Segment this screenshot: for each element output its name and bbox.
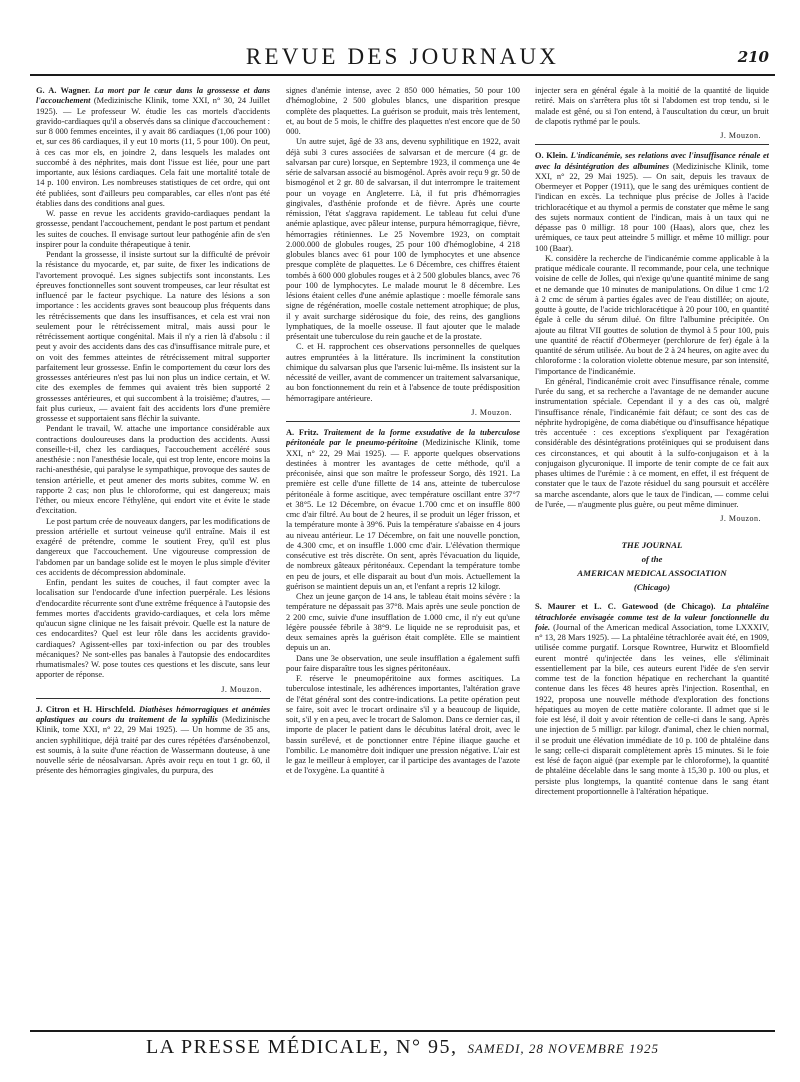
article-title: La phtaléine tétrachlorée envisagée comme test de la valeur fonctionnelle du foie. [535, 602, 769, 632]
journal-heading [535, 538, 769, 594]
column-1 [36, 86, 270, 1026]
article-reference: (Journal of the American medical Association, tome LXXXIV, n° 13, 28 Mars 1925). — [535, 622, 769, 642]
paragraph: Le professeur W. étudie les cas mortels d'accidents gravido-cardiaques qu'il a observés dans sa clinique d'accouchement : sur 8 000 femmes enceintes, il y avait 86 cardiaques (1,06 pour 100) et, sur ces 86 cardiaques, il y eut 10 morts (11, 5 pour 100). On peut, à ces cas mor els, en joindre 2, dans lesquels les malades ont succombé à des néphrites, mais dont l'issue est liée, pour une part importante, aux lésions cardiaques. Cela fait une mortalité totale de 14 p. 100 environ. Les nombreuses statistiques de cet ordre, qui ont été publiées, sont d'ailleurs peu comparables, car elles n'ont pas été établies dans des conditions anal gues. [36, 106, 270, 208]
paragraph: F. réserve le pneumopéritoine aux formes ascitiques. La tuberculose intestinale, les adhérences importantes, l'altération grave de l'état général sont des contre-indications. La petite opération peut se faire, soit avec le trocart ordinaire s'il y a beaucoup de liquide, soit, s'il y en a peu, avec le trocart de Salomon. Dans ce dernier cas, il importe de placer le patient dans le décubitus latéral droit, avec le bassin surélevé, et de ponctionner entre l'épine iliaque gauche et l'ombilic. Le manomètre doit indiquer une pression négative. L'air est le gaz le meilleur à employer, car il participe des avantages de l'azote et de l'oxygène. La quantité à [286, 674, 520, 776]
paragraph: Chez un jeune garçon de 14 ans, le tableau était moins sévère : la température ne dépassait pas 37°8. Mais après une seule ponction de 2 200 cmc, suivie d'une insufflation de 1.000 cmc, il n'y eut qu'une légère poussée fébrile à 38°9. Le liquide ne se reproduisit pas, et deux semaines après la guérison était complète. Elle se maintient depuis un an. [286, 592, 520, 653]
paragraph: Un homme de 35 ans, ancien syphilitique, déjà traité par des cures répétées d'arsénobenzol, est soumis, à la suite d'une réaction de Wassermann douteuse, à une nouvelle série de néosalvarsan. Après avoir reçu en tout 1 gr. 60, il présente des hémorragies gingivales, du purpura, des [36, 725, 270, 776]
journal-heading-line: AMERICAN MEDICAL ASSOCIATION [577, 568, 727, 579]
article-author: J. Citron et H. Hirschfeld. [36, 704, 136, 714]
paragraph: K. considère la recherche de l'indicanémie comme applicable à la pratique médicale courante. Il recommande, pour cela, une technique voisine de celle de Jolles, qui n'exige qu'une quantité minime de sang et ne demande que 10 minutes de manipulations. On dilue 1 cmc 1/2 à 2 cmc de sérum à parties égales avec de l'eau distillée; on ajoute, goutte à goutte, de l'acide trichloracétique à 20 pour 100, en quantité égale à celle du sérum dilué. On filtre l'albumine précipitée. On ajoute au filtrat VII gouttes de solution de thymol à 5 pour 100, puis une quantité de réactif d'Obermeyer (perchlorure de fer) égale à la quantité de sérum utilisée. Au bout de 2 à 24 heures, on agite avec du chloroforme : la coloration violette obtenue mesure, par son intensité, l'importance de l'indicanémie. [535, 253, 769, 376]
article-title: Traitement de la forme exsudative de la tuberculose péritonéale par le pneumo-péritoine [286, 428, 520, 448]
paragraph: W. passe en revue les accidents gravido-cardiaques pendant la grossesse, pendant l'accouchement, pendant le post partum et pendant les suites de couches. Il envisage surtout leur pathogénie afin de s'en inspirer pour la conduite thérapeutique à tenir. [36, 209, 270, 249]
paragraph: F. apporte quelques observations destinées à montrer les avantages de cette méthode, qu'il a préconisée, ainsi que son maître le professeur Sorgo, dès 1921. La première est celle d'une fillette de 14 ans, atteinte de tuberculose péritonéale à forme ascitique, avec température oscillant entre 37°7 et 38°5. Le 12 Décembre, on évacue 1.700 cmc et on insuffle 800 cmc d'air filtré. Au bout de 2 heures, il se produit un léger frisson, et la température monte à 39°6. Puis la température s'abaisse en 4 jours au niveau antérieur. Le 17 Décembre, on fait une nouvelle ponction, de 4.300 cmc, et on insuffle 1.000 cmc d'air. L'élévation thermique consécutive est très discrète. On sent, après l'évacuation du liquide, de nombreux gâteaux péritonéaux. Cependant la température tombe en peu de jours, et elle disparait au bout d'un mois. Actuellement la guérison se maintient depuis un an, et l'enfant a repris 12 kilogr. [286, 448, 520, 591]
article-title: L'indicanémie, ses relations avec l'insuffisance rénale et avec la désintégration des albumines [535, 151, 769, 171]
publication-date: SAMEDI, 28 NOVEMBRE 1925 [467, 1041, 659, 1056]
article-author: G. A. Wagner. [36, 86, 91, 95]
journal-heading-line: (Chicago) [633, 582, 671, 593]
article-wagner [36, 86, 270, 209]
article-reference: (Medizinische Klinik, tome XXI, n° 22, 29 Mai 1925). — [36, 715, 270, 735]
article-signature: J. Mouzon. [471, 407, 512, 417]
paragraph: Un autre sujet, âgé de 33 ans, devenu syphilitique en 1922, avait déjà subi 3 cures associées de salvarsan et de mercure (4 gr. de salvarsan par cure) lorsque, en Septembre 1923, il commença une 4e série de salvarsan associé au bismogénol. Après avoir reçu 9 gr. 50 de bismogénol et 2 gr. 80 de salvarsan, il dut interrompre le traitement pour un voyage en Angleterre. Là, il fut pris d'hémorragies gingivales, d'asthénie profonde et de fièvre. Après une courte rémission, l'état s'aggrava rapidement. Le tableau fut celui d'une anémie aplastique, avec pâleur intense, purpura hémorragique, fièvre, hémorragies rétiniennes. Le 25 Novembre 1923, on comptait 2.000.000 de globules rouges, 25 pour 100 d'hémoglobine, 4 218 globules blancs avec 61 pour 100 de lymphocytes et une absence presque complète de plaquettes. Le 6 Décembre, ces chiffres étaient tombés à 600 000 globules rouges et à 2 500 globules blancs, avec 76 pour 100 de lymphocytes. Le malade mourut le 8 décembre. Les lésions étaient celles d'une anémie aplastique : moelle fémorale sans signe de régénération, moelle costale nettement atrophique; de plus, il y avait surcharge sidérosique du foie, des reins, des ganglions lymphatiques, de la moelle osseuse. Il faut ajouter que le malade présentait une tuberculose du rein gauche et de la prostate. [286, 137, 520, 341]
paragraph: La phtaléine tétrachlorée avait été, en 1909, utilisée comme purgatif. Lorsque Rowntree, Hurwitz et Bloomfield eurent montré qu'injectée dans les veines, elle s'éliminait essentiellement par la bile, ces auteurs eurent l'idée de s'en servir comme test de la fonction hépatique en recherchant la quantité contenue dans les fèces 48 heures après l'injection. Rosenthal, en 1922, proposa une nouvelle méthode d'exploration des fonctions hépatiques au moyen de cette matière colorante. Il admet que si le foie est lésé, il doit y avoir rétention de celle-ci dans le sang. Après une injection de 5 milligr. par kilogr. d'animal, chez le chien normal, il se produit une élévation immédiate de 10 p. 100 de phtaléine dans le sang; celle-ci disparait complètement après 15 minutes. Si le foie est lésé de façon aiguë (par exemple par le chloroforme), la quantité de phtaléine décelable dans le sang monte à 15,30 p. 100 ou plus, et persiste plus longtemps, la quantité contenue dans le sang étant directement proportionnelle à l'altération hépatique. [535, 633, 769, 796]
paragraph: signes d'anémie intense, avec 2 850 000 hématies, 50 pour 100 d'hémoglobine, 2 500 globules blancs, une disparition presque complète des plaquettes. La guérison se produit, mais très lentement, et, au bout de 5 mois, le chiffre des plaquettes n'est encore que de 50 000. [286, 86, 520, 136]
article-signature: J. Mouzon. [221, 684, 262, 694]
article-reference: (Medizinische Klinik, tome XXI, n° 22, 29 Mai 1925). — [535, 161, 769, 181]
article-divider [36, 698, 270, 699]
paragraph: Enfin, pendant les suites de couches, il faut compter avec la localisation sur l'endocarde d'une infection puerpérale. Les lésions d'endocardite récurrente sont d'une extrême fréquence à l'autopsie des femmes mortes d'accidents gravido-cardiaques, et cela lors même qu'aucun signe clinique ne les faisait prévoir. Quelle est la nature de ces endocardites? Quel est leur rôle dans les accidents gravido-cardiaques? Agissent-elles par toxi-infection ou par des troubles mécaniques? Ne sont-elles pas banales à l'autopsie des endocardites rhumatismales? W. pose toutes ces questions et les discute, sans leur apporter de réponse. [36, 578, 270, 680]
page-footer [30, 1030, 775, 1059]
article-author: S. Maurer et L. C. Gatewood (de Chicago). [535, 602, 716, 612]
article-author: O. Klein. [535, 151, 568, 161]
paragraph: On sait, depuis les travaux de Obermeyer et Popper (1911), que le sang des urémiques contient de l'indican en excès. La technique plus précise de Jolles à l'acide trichloracétique et au thymol a permis de constater que même le sang des sujets normaux contient de l'indican, mais à un taux qui ne dépasse pas 0 milligr. 18 pour 100 (Haas), alors que, chez les urémiques, ce taux peut atteindre 5 milligr. et même 10 milligr. pour 100 (Baar). [535, 171, 769, 253]
article-divider [286, 421, 520, 422]
column-3 [535, 86, 769, 1026]
article-fritz [286, 428, 520, 592]
article-klein [535, 151, 769, 254]
paragraph: Pendant la grossesse, il insiste surtout sur la difficulté de prévoir la résistance du myocarde, et, par suite, de fixer les indications de l'avortement provoqué. Les signes subjectifs sont inconstants. Les épreuves fonctionnelles sont souvent trompeuses, car leur résultat est influencé par le facteur psychique. La nature des lésions a son importance : les accidents graves sont beaucoup plus fréquents dans les rétrécissements que dans les insuffisances, et cela est vrai non seulement pour le rétrécissement mitral, mais aussi pour le rétrécissement aortique congénital. Mais il n'y a rien là d'absolu : il peut y avoir des accidents dans des cas d'insuffisance mitrale pure, et on voit des femmes atteintes de rétrécissement mitral supporter parfaitement leur grossesse. Enfin le comportement du cœur lors des grossesses antérieures n'est pas lui non plus un indice certain, et W. cite des exemples de femmes qui avaient très bien supporté 2 grossesses antérieures, et qui succombent à la troisième; d'autres, — fait plus curieux, — avaient fait des accidents lors d'une première grossesse et supportaient sans fléchir la suivante. [36, 250, 270, 423]
journal-section-title: REVUE DES JOURNAUX [245, 44, 560, 69]
paragraph: En général, l'indicanémie croit avec l'insuffisance rénale, comme l'urée du sang, et sa recherche a l'avantage de ne demander aucune instrumentation spéciale. Cependant il y a des cas où, malgré l'insuffisance rénale, l'indicanémie fait défaut; ce sont des cas de néphrite hydropigène, de coma diabétique ou d'insuffisance hépatique très accentuée : ces exceptions s'expliquent par l'exagération considérable des désintégrations protéiniques qui se produisent dans ces circonstances, et qui aboutit à la sulfo-conjugaison et à la conjugaison glycuronique. Il importe de tenir compte de ce fait aux phases ultimes de l'urémie : à ce moment, en effet, il est fréquent de constater que le taux de l'azote résiduel du sang poursuit et accélère sa marche ascendante, alors que le taux de l'indican, — comme celui de l'urée, — n'augmente plus guère, ou peut même diminuer. [535, 376, 769, 509]
article-citron-hirschfeld [36, 705, 270, 777]
article-signature: J. Mouzon. [720, 131, 761, 140]
page-header [30, 38, 775, 76]
paragraph: C. et H. rapprochent ces observations personnelles de quelques autres empruntées à la littérature. Ils incriminent la constitution chimique du salvarsan plus que l'arsenic lui-même. Ils insistent sur la nécessité de veiller, avant de commencer un traitement salvarsanique, au bon fonctionnement du rein et à l'absence de toute prédisposition hémorragipare antérieure. [286, 342, 520, 403]
paragraph: injecter sera en général égale à la moitié de la quantité de liquide retiré. Mais on s'arrêtera plus tôt si l'abdomen est trop tendu, si le malade est gêné, ou si l'on entend, à l'auscultation du cœur, un bruit de clapotis rythmé par le pouls. [535, 86, 769, 126]
publication-name: LA PRESSE MÉDICALE, N° 95, [146, 1036, 458, 1058]
article-columns [36, 86, 769, 1026]
article-reference: (Medizinische Klinik, tome XXI, n° 22, 29 Mai 1925). — [286, 438, 520, 458]
article-divider [535, 144, 769, 145]
paragraph: Le post partum crée de nouveaux dangers, par les modifications de pression artérielle et surtout veineuse qu'il entraîne. Mais il est exagéré de prétendre, comme le soutient Frey, qu'il est plus dangereux que l'accouchement. Une vigoureuse compression de l'abdomen par un bandage solide est le moyen le plus simple d'éviter ces accidents de décompression abdominale. [36, 516, 270, 577]
article-title: La mort par le cœur dans la grossesse et dans l'accouchement [36, 86, 270, 106]
article-maurer-gatewood [535, 602, 769, 797]
article-signature: J. Mouzon. [720, 514, 761, 523]
paragraph: Dans une 3e observation, une seule insufflation a également suffi pour faire disparaître tous les signes péritonéaux. [286, 653, 520, 673]
article-title: Diathèses hémorragiques et anémies aplastiques au cours du traitement de la syphilis [36, 704, 270, 724]
journal-heading-line: THE JOURNAL [621, 540, 683, 551]
page-number: 210 [737, 48, 769, 66]
journal-heading-line: of the [641, 554, 663, 565]
article-reference: (Medizinische Klinik, tome XXI, n° 30, 24 Juillet 1925). — [36, 96, 270, 116]
article-author: A. Fritz. [286, 428, 319, 437]
paragraph: Pendant le travail, W. attache une importance considérable aux contractions douloureuses dans la production des accidents. Aussi conseille-t-il, chez les cardiaques, l'accouchement accéléré sous anesthésie : non l'anesthésie locale, qui est trop lente, encore moins la rachi-anesthésie, qui paralyse le sympathique, provoque des sautes de tension artérielle, et peut amener des morts subites, comme W. en rapporte 2 cas; non plus le chloroforme, qui est dangereux; mais l'éther, ou mieux encore l'éthylène, qui endort vite et évite le stade d'excitation. [36, 424, 270, 516]
column-2 [286, 86, 520, 1026]
